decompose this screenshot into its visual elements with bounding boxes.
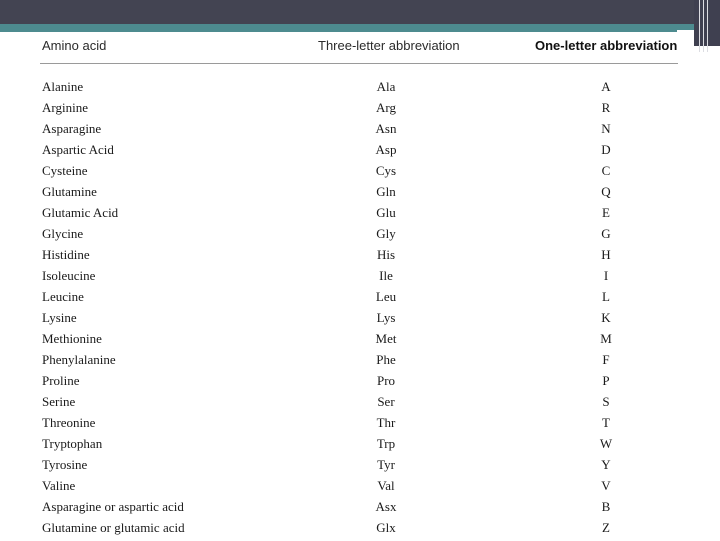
cell-three-letter: Asx <box>375 499 397 514</box>
cell-one-letter: H <box>601 247 611 262</box>
table-row <box>0 100 720 121</box>
table-row <box>0 499 720 520</box>
table-row <box>0 415 720 436</box>
cell-amino-acid: Phenylalanine <box>42 352 116 367</box>
cell-amino-acid: Valine <box>42 478 76 493</box>
cell-one-letter: R <box>601 100 611 115</box>
table-row <box>0 457 720 478</box>
cell-amino-acid: Tyrosine <box>42 457 88 472</box>
cell-one-letter: V <box>601 478 611 493</box>
table-row <box>0 310 720 331</box>
cell-one-letter: W <box>599 436 613 451</box>
cell-three-letter: Ser <box>377 394 395 409</box>
cell-amino-acid: Glutamine or glutamic acid <box>42 520 185 535</box>
cell-amino-acid: Glycine <box>42 226 84 241</box>
cell-amino-acid: Threonine <box>42 415 96 430</box>
cell-three-letter: His <box>376 247 396 262</box>
cell-amino-acid: Serine <box>42 394 76 409</box>
slide-top-bar <box>0 0 720 24</box>
table-row <box>0 226 720 247</box>
cell-one-letter: B <box>601 499 611 514</box>
table-row <box>0 289 720 310</box>
cell-three-letter: Val <box>377 478 395 493</box>
cell-three-letter: Thr <box>376 415 396 430</box>
table-row <box>0 163 720 184</box>
table-row <box>0 478 720 499</box>
cell-amino-acid: Methionine <box>42 331 102 346</box>
cell-amino-acid: Tryptophan <box>42 436 103 451</box>
cell-one-letter: S <box>602 394 610 409</box>
cell-one-letter: Q <box>601 184 611 199</box>
header-one-letter: One-letter abbreviation <box>535 38 678 53</box>
cell-amino-acid: Asparagine <box>42 121 102 136</box>
cell-amino-acid: Leucine <box>42 289 84 304</box>
cell-three-letter: Cys <box>375 163 397 178</box>
table-row <box>0 436 720 457</box>
cell-amino-acid: Cysteine <box>42 163 88 178</box>
cell-three-letter: Ala <box>376 79 396 94</box>
table-row <box>0 352 720 373</box>
cell-three-letter: Pro <box>376 373 396 388</box>
cell-one-letter: T <box>602 415 610 430</box>
cell-amino-acid: Isoleucine <box>42 268 96 283</box>
cell-one-letter: Y <box>601 457 611 472</box>
cell-three-letter: Phe <box>376 352 396 367</box>
cell-one-letter: N <box>601 121 611 136</box>
cell-amino-acid: Glutamine <box>42 184 97 199</box>
cell-three-letter: Glx <box>376 520 396 535</box>
table-row <box>0 142 720 163</box>
cell-amino-acid: Aspartic Acid <box>42 142 114 157</box>
cell-amino-acid: Arginine <box>42 100 88 115</box>
cell-one-letter: I <box>603 268 609 283</box>
table-row <box>0 184 720 205</box>
cell-one-letter: A <box>601 79 611 94</box>
table-row <box>0 268 720 289</box>
table-row <box>0 247 720 268</box>
cell-three-letter: Lys <box>376 310 396 325</box>
cell-three-letter: Gln <box>376 184 396 199</box>
cell-amino-acid: Asparagine or aspartic acid <box>42 499 184 514</box>
table-body <box>0 79 720 541</box>
cell-three-letter: Gly <box>376 226 396 241</box>
table-row <box>0 520 720 541</box>
cell-one-letter: M <box>600 331 612 346</box>
cell-amino-acid: Proline <box>42 373 80 388</box>
header-amino-acid: Amino acid <box>42 38 107 53</box>
cell-three-letter: Met <box>375 331 397 346</box>
header-three-letter: Three-letter abbreviation <box>318 38 460 53</box>
cell-three-letter: Tyr <box>377 457 395 472</box>
header-divider <box>40 63 678 64</box>
cell-one-letter: C <box>601 163 611 178</box>
cell-one-letter: G <box>601 226 611 241</box>
table-row <box>0 79 720 100</box>
cell-amino-acid: Histidine <box>42 247 90 262</box>
cell-one-letter: L <box>602 289 610 304</box>
cell-three-letter: Glu <box>376 205 396 220</box>
cell-three-letter: Arg <box>376 100 396 115</box>
cell-amino-acid: Lysine <box>42 310 77 325</box>
cell-one-letter: F <box>602 352 610 367</box>
cell-one-letter: E <box>602 205 610 220</box>
table-row <box>0 121 720 142</box>
cell-three-letter: Ile <box>379 268 393 283</box>
table-row <box>0 205 720 226</box>
cell-three-letter: Trp <box>376 436 396 451</box>
cell-three-letter: Leu <box>375 289 397 304</box>
table-row <box>0 373 720 394</box>
cell-amino-acid: Glutamic Acid <box>42 205 119 220</box>
cell-one-letter: K <box>601 310 611 325</box>
cell-three-letter: Asn <box>375 121 397 136</box>
table-row <box>0 331 720 352</box>
cell-three-letter: Asp <box>375 142 397 157</box>
table-row <box>0 394 720 415</box>
cell-one-letter: P <box>602 373 610 388</box>
cell-one-letter: D <box>601 142 611 157</box>
cell-amino-acid: Alanine <box>42 79 84 94</box>
cell-one-letter: Z <box>602 520 610 535</box>
table-header-row <box>0 36 720 56</box>
slide-accent-band <box>0 24 720 32</box>
